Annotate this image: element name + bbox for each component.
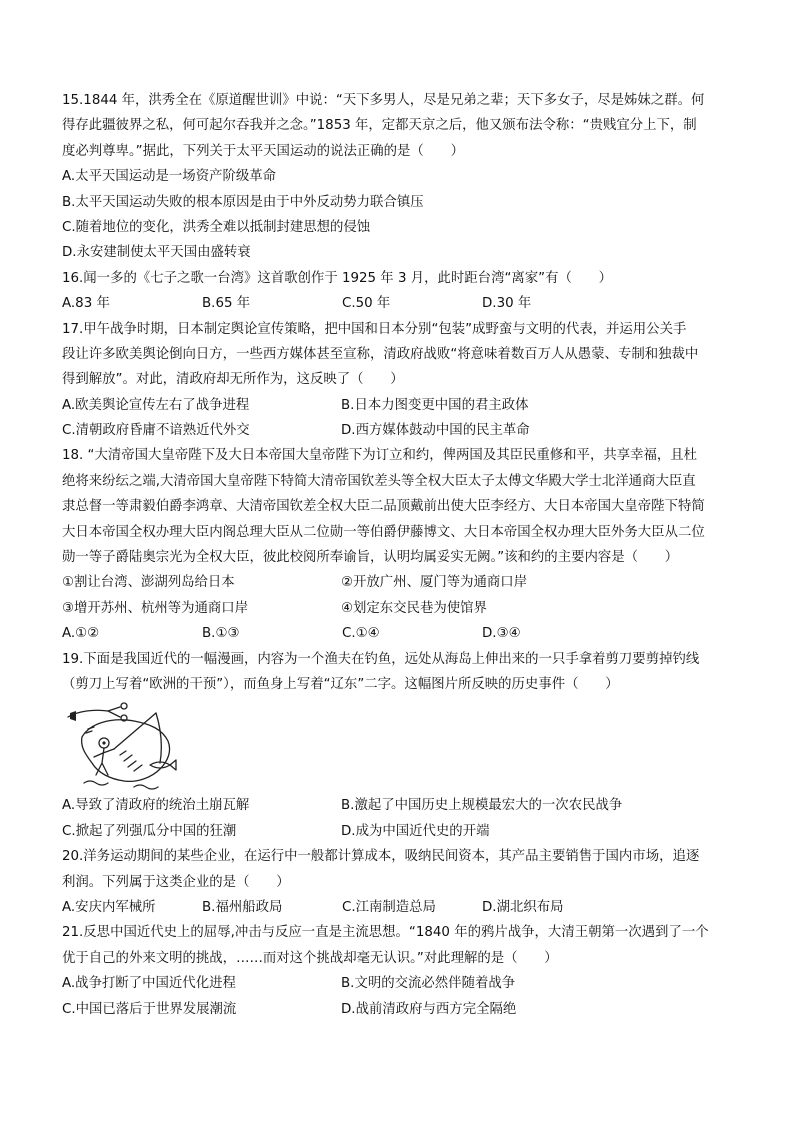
question-18-items-row-1 bbox=[62, 570, 734, 595]
question-17-stem-3: 得到解放”。对此，清政府却无所作为，这反映了（ ） bbox=[62, 372, 404, 388]
question-15-option-a: A.太平天国运动是一场资产阶级革命 bbox=[62, 169, 277, 185]
cartoon-image bbox=[62, 699, 734, 793]
question-17-options-row-1 bbox=[62, 393, 734, 418]
question-21-option-d: D.战前清政府与西方完全隔绝 bbox=[341, 1001, 517, 1017]
question-17-stem-2: 段让许多欧美舆论倒向日方，一些西方媒体甚至宣称，清政府战败“将意味着数百万人从愚蒙、专制和独裁中 bbox=[62, 346, 699, 362]
question-19-option-b: B.激起了中国历史上规模最宏大的一次农民战争 bbox=[341, 798, 623, 814]
question-19-option-a: A.导致了清政府的统治土崩瓦解 bbox=[62, 798, 250, 814]
question-18-item-1: ①割让台湾、澎湖列岛给日本 bbox=[62, 575, 235, 591]
question-20-stem-1: 20.洋务运动期间的某些企业，在运行中一般都计算成本，吸纳民间资本，其产品主要销售于国内市场，追逐 bbox=[62, 849, 700, 865]
question-19-options-row-2 bbox=[62, 819, 734, 844]
question-17-option-b: B.日本力图变更中国的君主政体 bbox=[341, 397, 529, 413]
question-17-option-c: C.清朝政府昏庸不谙熟近代外交 bbox=[62, 423, 250, 439]
question-15-stem-1: 15.1844 年，洪秀全在《原道醒世训》中说：“天下多男人，尽是兄弟之辈；天下多女子，尽是姊妹之群。何 bbox=[62, 93, 705, 108]
question-17-stem-1: 17.甲午战争时期，日本制定舆论宣传策略，把中国和日本分别“包装”成野蛮与文明的代表，并运用公关手 bbox=[62, 321, 687, 337]
question-19-option-c: C.掀起了列强瓜分中国的狂潮 bbox=[62, 823, 237, 839]
question-21-option-c: C.中国已落后于世界发展潮流 bbox=[62, 1001, 237, 1017]
question-15-stem-3: 度必判尊卑。”据此，下列关于太平天国运动的说法正确的是（ ） bbox=[62, 143, 464, 159]
question-18-option-a: A.①② bbox=[62, 626, 100, 642]
question-20-option-a: A.安庆内军械所 bbox=[62, 899, 156, 915]
question-18-option-c: C.①④ bbox=[342, 626, 380, 642]
question-21-stem-2: 优于自己的外来文明的挑战，……而对这个挑战却毫无认识。”对此理解的是（ ） bbox=[62, 950, 558, 966]
cartoon-drawing bbox=[64, 699, 194, 791]
question-19-stem-1: 19.下面是我国近代的一幅漫画，内容为一个渔夫在钓鱼，远处从海岛上伸出来的一只手拿着剪刀要剪掉钓线 bbox=[62, 651, 700, 667]
question-16-stem-1: 16.闻一多的《七子之歌一台湾》这首歌创作于 1925 年 3 月，此时距台湾“离家”有（ ） bbox=[62, 270, 613, 286]
question-17-options-row-2 bbox=[62, 418, 734, 443]
question-16-option-a: A.83 年 bbox=[62, 296, 110, 312]
exam-page bbox=[62, 88, 734, 1022]
question-18-options bbox=[62, 621, 734, 646]
question-15 bbox=[62, 88, 734, 266]
question-18-item-2: ②开放广州、厦门等为通商口岸 bbox=[341, 575, 528, 591]
question-21-option-a: A.战争打断了中国近代化进程 bbox=[62, 976, 236, 992]
question-20-option-d: D.湖北织布局 bbox=[482, 899, 564, 915]
question-19-option-d: D.成为中国近代史的开端 bbox=[341, 823, 490, 839]
question-20 bbox=[62, 844, 734, 920]
question-15-stem-2: 得存此疆彼界之私，何可起尔吞我并之念。”1853 年，定都天京之后，他又颁布法令称：“贵贱宜分上下，制 bbox=[62, 118, 697, 134]
question-15-option-d: D.永安建制使太平天国由盛转衰 bbox=[62, 245, 251, 261]
question-21-option-b: B.文明的交流必然伴随着战争 bbox=[341, 976, 516, 992]
question-21-stem-1: 21.反思中国近代史上的屈辱,冲击与反应一直是主流思想。“1840 年的鸦片战争，大清王朝第一次遇到了一个 bbox=[62, 925, 709, 941]
question-18-option-b: B.①③ bbox=[202, 626, 240, 642]
question-18-item-4: ④划定东交民巷为使馆界 bbox=[341, 600, 487, 616]
question-17-option-d: D.西方媒体鼓动中国的民主革命 bbox=[341, 423, 530, 439]
question-16-options bbox=[62, 291, 734, 316]
question-18-option-d: D.③④ bbox=[482, 626, 521, 642]
question-20-options bbox=[62, 895, 734, 920]
question-18 bbox=[62, 443, 734, 646]
question-18-stem-1: 18. “大清帝国大皇帝陛下及大日本帝国大皇帝陛下为订立和约，俾两国及其臣民重修和平，共享幸福，且杜 bbox=[62, 448, 698, 464]
question-17 bbox=[62, 317, 734, 444]
question-19 bbox=[62, 647, 734, 845]
question-19-stem-2: （剪刀上写着“欧洲的干预”），而鱼身上写着“辽东”二字。这幅图片所反映的历史事件（ ） bbox=[62, 676, 619, 692]
question-20-option-c: C.江南制造总局 bbox=[342, 899, 436, 915]
question-21-options-row-2 bbox=[62, 997, 734, 1022]
question-16-option-b: B.65 年 bbox=[202, 296, 251, 312]
question-15-option-c: C.随着地位的变化，洪秀全难以抵制封建思想的侵蚀 bbox=[62, 219, 371, 235]
question-17-option-a: A.欧美舆论宣传左右了战争进程 bbox=[62, 397, 250, 413]
question-16-option-d: D.30 年 bbox=[482, 296, 532, 312]
question-21 bbox=[62, 920, 734, 1022]
question-18-stem-3: 隶总督一等肃毅伯爵李鸿章、大清帝国钦差全权大臣二品顶戴前出使大臣李经方、大日本帝国大皇帝陛下特简 bbox=[62, 499, 705, 515]
question-16 bbox=[62, 266, 734, 317]
question-18-stem-4: 大日本帝国全权办理大臣内阁总理大臣从二位勋一等伯爵伊藤博文、大日本帝国全权办理大臣外务大臣从二位 bbox=[62, 524, 705, 540]
question-20-stem-2: 利润。下列属于这类企业的是（ ） bbox=[62, 874, 290, 890]
question-21-options-row-1 bbox=[62, 971, 734, 996]
question-20-option-b: B.福州船政局 bbox=[202, 899, 283, 915]
question-18-stem-2: 绝将来纷纭之端,大清帝国大皇帝陛下特简大清帝国钦差头等全权大臣太子太傅文华殿大学士北洋通商大臣直 bbox=[62, 473, 696, 489]
question-16-option-c: C.50 年 bbox=[342, 296, 391, 312]
question-18-stem-5: 勋一等子爵陆奥宗光为全权大臣，彼此校阅所奉谕旨，认明均属妥实无阙。”该和约的主要内容是（ ） bbox=[62, 550, 679, 566]
question-18-items-row-2 bbox=[62, 596, 734, 621]
question-19-options-row-1 bbox=[62, 793, 734, 818]
question-15-option-b: B.太平天国运动失败的根本原因是由于中外反动势力联合镇压 bbox=[62, 194, 424, 210]
question-18-item-3: ③增开苏州、杭州等为通商口岸 bbox=[62, 600, 249, 616]
